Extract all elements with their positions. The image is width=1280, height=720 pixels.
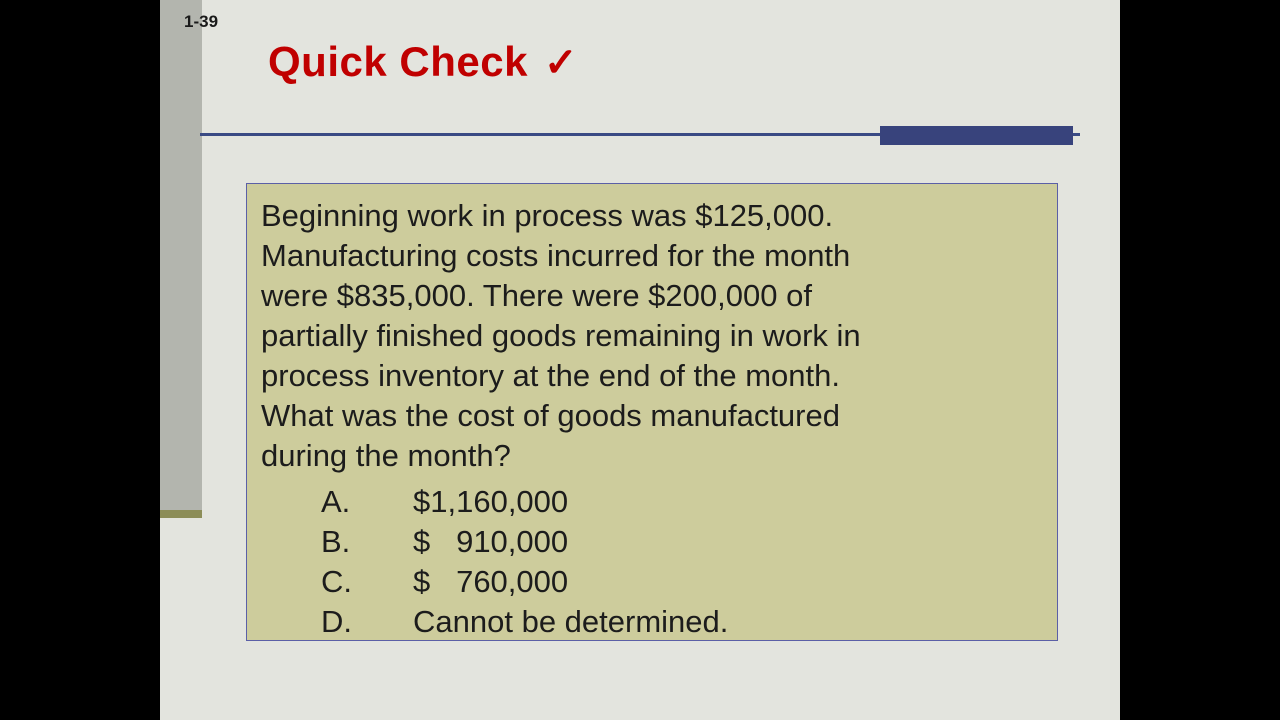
- presentation-slide: [160, 0, 1120, 720]
- title-divider-block: [880, 126, 1073, 145]
- question-line: Beginning work in process was $125,000.: [261, 198, 834, 233]
- answer-choice-b[interactable]: [261, 522, 1043, 562]
- left-decorative-band: [160, 0, 202, 516]
- page-title: [268, 38, 578, 86]
- question-line: during the month?: [261, 438, 511, 473]
- answer-choice-c-text: $ 760,000: [413, 564, 569, 599]
- letterbox-right: [1120, 0, 1280, 720]
- answer-choice-c[interactable]: [261, 562, 1043, 602]
- question-line: partially finished goods remaining in work in: [261, 318, 861, 353]
- slide-number: 1-39: [184, 12, 219, 31]
- check-icon: ✓: [543, 41, 578, 85]
- answer-choice-d[interactable]: [261, 602, 1043, 642]
- answer-choice-d-letter: D.: [321, 604, 352, 639]
- answer-choices: [261, 482, 1043, 642]
- left-band-accent: [160, 510, 202, 518]
- question-line: Manufacturing costs incurred for the month: [261, 238, 851, 273]
- question-line: What was the cost of goods manufactured: [261, 398, 840, 433]
- answer-choice-a[interactable]: [261, 482, 1043, 522]
- page-title-text: Quick Check: [268, 38, 528, 85]
- question-box: [246, 183, 1058, 641]
- answer-choice-d-text: Cannot be determined.: [413, 604, 729, 639]
- question-text: [261, 196, 1043, 476]
- letterbox-left: [0, 0, 160, 720]
- answer-choice-b-letter: B.: [321, 524, 351, 559]
- question-line: process inventory at the end of the month.: [261, 358, 841, 393]
- answer-choice-a-letter: A.: [321, 484, 351, 519]
- answer-choice-a-text: $1,160,000: [413, 484, 569, 519]
- answer-choice-c-letter: C.: [321, 564, 352, 599]
- answer-choice-b-text: $ 910,000: [413, 524, 569, 559]
- question-line: were $835,000. There were $200,000 of: [261, 278, 812, 313]
